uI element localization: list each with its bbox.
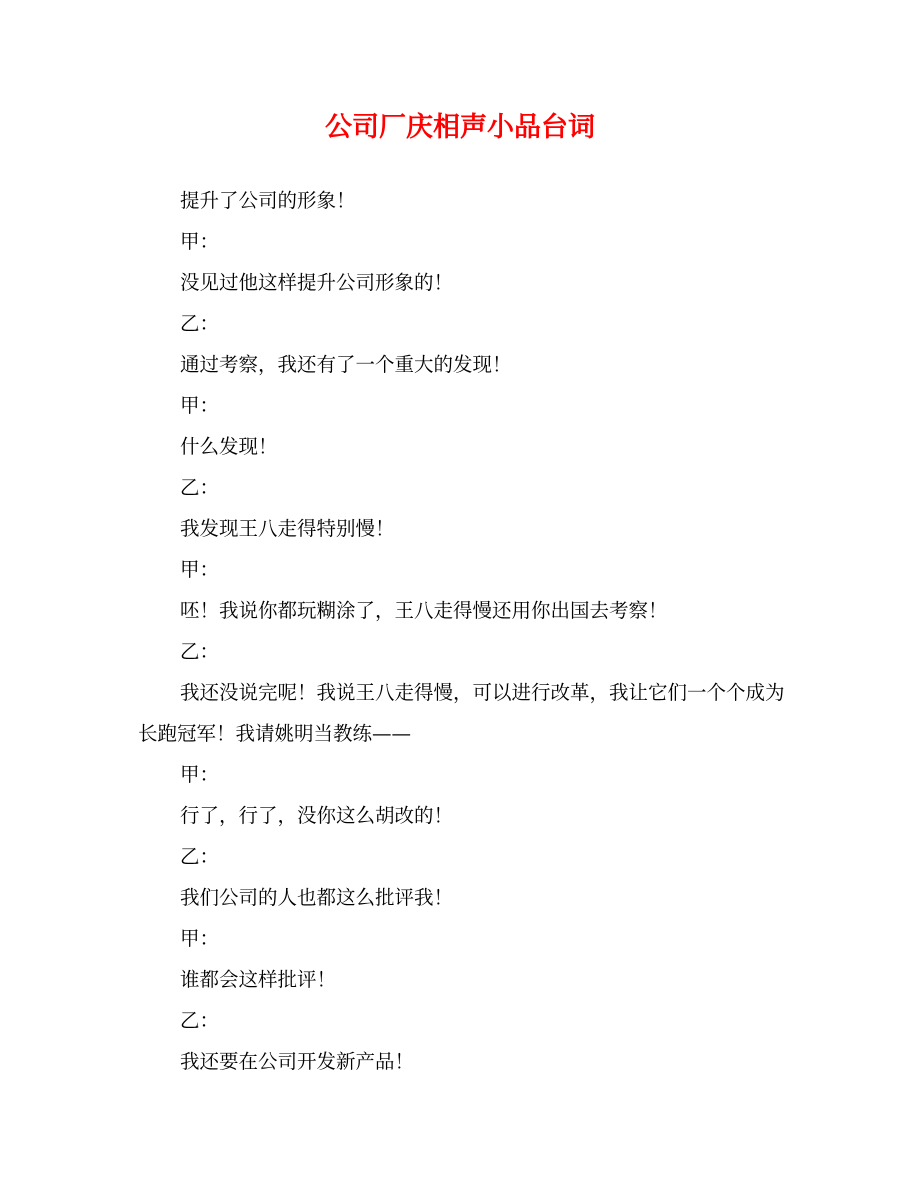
document-title: 公司厂庆相声小品台词	[325, 112, 595, 143]
dialogue-line: 我们公司的人也都这么批评我！	[180, 886, 454, 909]
dialogue-line: 什么发现！	[180, 435, 278, 458]
speaker-label: 甲：	[180, 230, 220, 253]
speaker-label: 乙：	[180, 312, 220, 335]
dialogue-line: 通过考察，我还有了一个重大的发现！	[180, 353, 512, 376]
dialogue-line: 提升了公司的形象！	[180, 189, 356, 212]
dialogue-line: 我发现王八走得特别慢！	[180, 517, 395, 540]
speaker-label: 乙：	[180, 476, 220, 499]
speaker-label: 甲：	[180, 394, 220, 417]
speaker-label: 甲：	[180, 927, 220, 950]
speaker-label: 乙：	[180, 640, 220, 663]
speaker-label: 甲：	[180, 558, 220, 581]
dialogue-line: 我还没说完呢！我说王八走得慢，可以进行改革，我让它们一个个成为长跑冠军！我请姚明当教练——	[138, 681, 785, 745]
speaker-label: 乙：	[180, 1009, 220, 1032]
document-body	[138, 180, 798, 1082]
dialogue-line: 谁都会这样批评！	[180, 968, 337, 991]
speaker-label: 乙：	[180, 845, 220, 868]
dialogue-line: 呸！我说你都玩糊涂了，王八走得慢还用你出国去考察！	[180, 599, 668, 622]
dialogue-line: 没见过他这样提升公司形象的！	[180, 271, 454, 294]
speaker-label: 甲：	[180, 763, 220, 786]
dialogue-line: 我还要在公司开发新产品！	[180, 1050, 415, 1073]
dialogue-line: 行了，行了，没你这么胡改的！	[180, 804, 454, 827]
